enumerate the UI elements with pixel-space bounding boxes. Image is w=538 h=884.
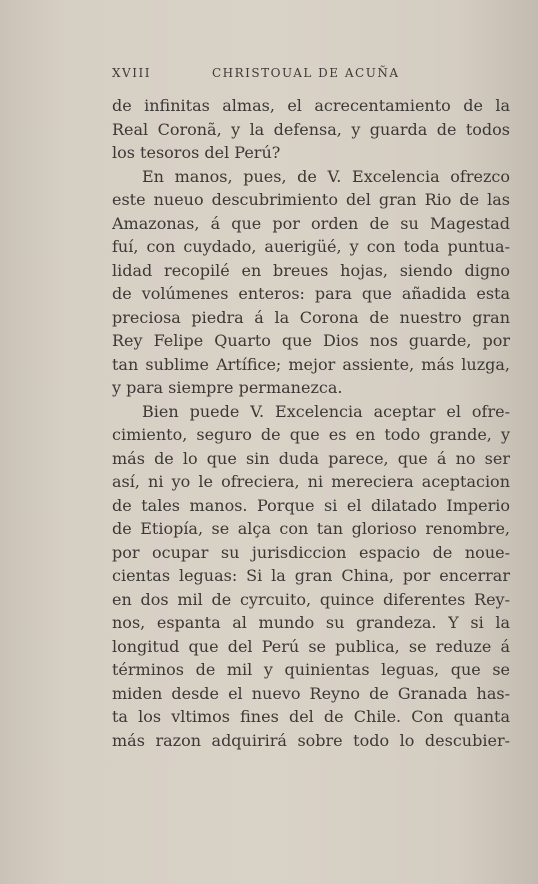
- text-line: cientas leguas: Si la gran China, por encerrar: [112, 566, 510, 585]
- text-line: ta los vltimos fines del de Chile. Con quanta: [112, 707, 510, 726]
- text-line: lidad recopilé en breues hojas, siendo digno: [112, 260, 510, 280]
- text-line: miden desde el nuevo Reyno de Granada has-: [112, 683, 510, 703]
- text-line: más razon adquirirá sobre todo lo descubier-: [112, 730, 510, 750]
- text-line: de volúmenes enteros: para que añadida esta: [112, 284, 510, 303]
- text-line: cimiento, seguro de que es en todo grande, y: [112, 425, 510, 444]
- text-line: y para siempre permanezca.: [112, 378, 343, 397]
- text-line: por ocupar su jurisdiccion espacio de noue-: [112, 542, 510, 562]
- text-line: Bien puede V. Excelencia aceptar el ofre-: [142, 401, 510, 421]
- running-head: [112, 66, 412, 80]
- text-line: en dos mil de cyrcuito, quince diferentes Rey-: [112, 589, 510, 609]
- text-line: más de lo que sin duda parece, que á no ser: [112, 448, 510, 468]
- running-title: CHRISTOUAL DE ACUÑA: [212, 66, 400, 80]
- text-line: En manos, pues, de V. Excelencia ofrezco: [142, 166, 510, 186]
- text-line: Amazonas, á que por orden de su Magestad: [112, 213, 510, 233]
- body-text: [112, 94, 510, 752]
- text-line: Real Coronã, y la defensa, y guarda de todos: [112, 119, 510, 139]
- text-line: de Etiopía, se alça con tan glorioso renombre,: [112, 519, 510, 538]
- text-line: los tesoros del Perú?: [112, 143, 281, 162]
- page-number: XVIII: [112, 66, 151, 80]
- text-line: así, ni yo le ofreciera, ni mereciera aceptacion: [112, 472, 510, 491]
- text-line: de tales manos. Porque si el dilatado Imperio: [112, 495, 510, 515]
- text-line: términos de mil y quinientas leguas, que se: [112, 660, 510, 679]
- text-line: Rey Felipe Quarto que Dios nos guarde, por: [112, 331, 510, 350]
- text-line: nos, espanta al mundo su grandeza. Y si la: [112, 613, 510, 632]
- text-line: preciosa piedra á la Corona de nuestro gran: [112, 307, 510, 327]
- text-line: fuí, con cuydado, auerigüé, y con toda puntua-: [112, 237, 510, 256]
- text-line: longitud que del Perú se publica, se reduze á: [112, 636, 510, 656]
- text-line: este nueuo descubrimiento del gran Rio de las: [112, 190, 510, 209]
- text-line: de infinitas almas, el acrecentamiento de la: [112, 96, 510, 115]
- text-line: tan sublime Artífice; mejor assiente, más luzga,: [112, 354, 510, 374]
